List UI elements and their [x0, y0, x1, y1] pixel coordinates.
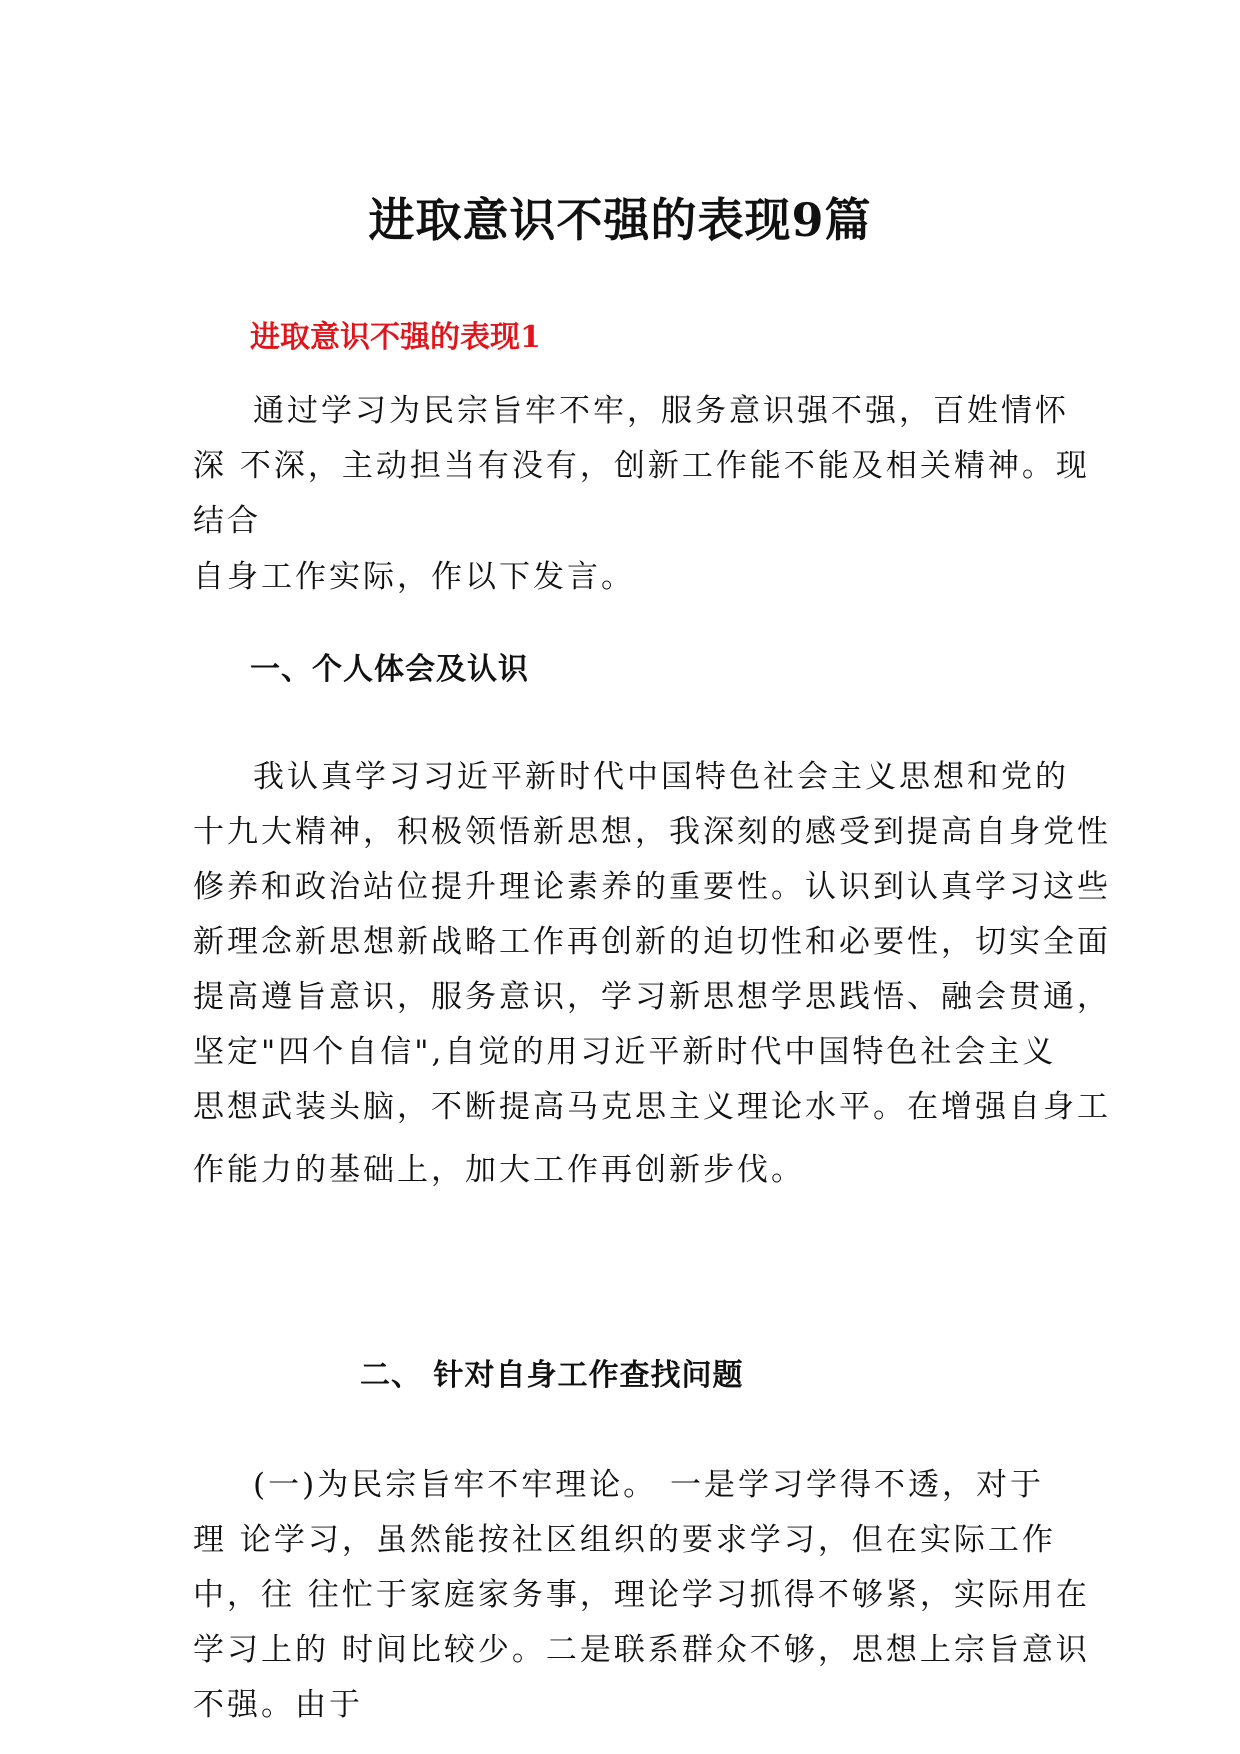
- intro-tail-paragraph: [193, 550, 1073, 605]
- paragraph-line: 修养和政治站位提升理论素养的重要性。认识到认真学习这些: [193, 869, 1111, 905]
- heading-find-problems: 二、 针对自身工作查找问题: [360, 1358, 744, 1393]
- intro-tail-line: 自身工作实际，作以下发言。: [193, 559, 635, 595]
- paragraph-line: 不强。由于: [193, 1687, 363, 1723]
- section-title: 进取意识不强的表现1: [250, 320, 541, 355]
- paragraph-line: (一)为民宗旨牢不牢理论。 一是学习学得不透，对于: [253, 1467, 1045, 1503]
- personal-understanding-paragraph: [193, 750, 1111, 1198]
- paragraph-line: 新理念新思想新战略工作再创新的迫切性和必要性，切实全面: [193, 924, 1111, 960]
- paragraph-line: 思想武装头脑，不断提高马克思主义理论水平。在增强自身工: [193, 1089, 1111, 1125]
- paragraph-line: 我认真学习习近平新时代中国特色社会主义思想和党的: [253, 759, 1069, 795]
- paragraph-line: 中，往 往忙于家庭家务事，理论学习抓得不够紧，实际用在: [193, 1577, 1090, 1613]
- paragraph-line: 学习上的 时间比较少。二是联系群众不够，思想上宗旨意识: [193, 1632, 1090, 1668]
- paragraph-line: 作能力的基础上，加大工作再创新步伐。: [193, 1152, 805, 1188]
- paragraph-line: 理 论学习，虽然能按社区组织的要求学习，但在实际工作: [193, 1522, 1056, 1558]
- heading-personal-understanding: 一、个人体会及认识: [250, 652, 529, 687]
- paragraph-line: 坚定"四个自信",自觉的用习近平新时代中国特色社会主义: [193, 1034, 1057, 1070]
- find-problems-paragraph: [193, 1458, 1090, 1733]
- document-title: 进取意识不强的表现9篇: [368, 193, 872, 247]
- intro-paragraph: [193, 384, 1090, 549]
- paragraph-line: 十九大精神，积极领悟新思想，我深刻的感受到提高自身党性: [193, 814, 1111, 850]
- intro-line: 通过学习为民宗旨牢不牢，服务意识强不强，百姓情怀: [253, 393, 1069, 429]
- intro-line: 深 不深，主动担当有没有，创新工作能不能及相关精神。现: [193, 448, 1090, 484]
- intro-line: 结合: [193, 503, 261, 539]
- paragraph-line: 提高遵旨意识，服务意识，学习新思想学思践悟、融会贯通，: [193, 979, 1111, 1015]
